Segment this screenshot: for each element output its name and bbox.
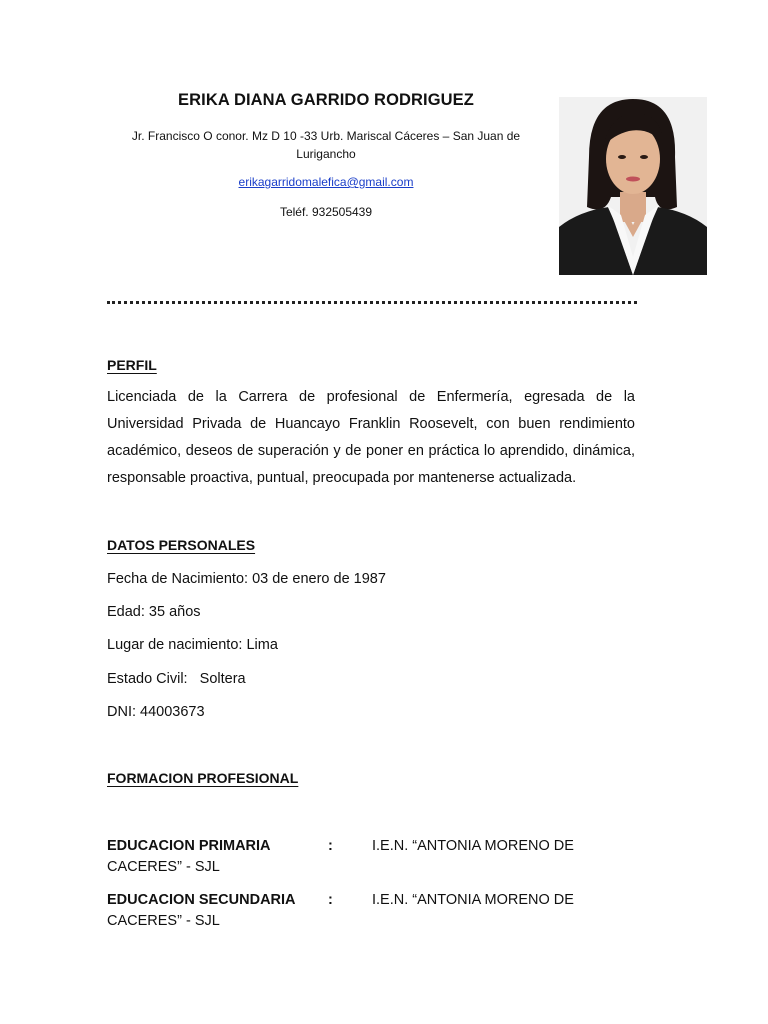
education-entry-primary — [107, 836, 637, 878]
education-school-line2: CACERES” - SJL — [107, 859, 220, 875]
education-colon: : — [328, 892, 333, 908]
education-heading: FORMACION PROFESIONAL — [107, 770, 299, 786]
education-school-line1: I.E.N. “ANTONIA MORENO DE — [372, 838, 574, 854]
profile-heading: PERFIL — [107, 357, 157, 373]
education-colon: : — [328, 838, 333, 854]
personal-data-heading: DATOS PERSONALES — [107, 537, 256, 553]
education-entry-secondary — [107, 890, 637, 932]
profile-photo — [559, 97, 707, 275]
education-level-label: EDUCACION SECUNDARIA — [107, 892, 296, 908]
email-link[interactable]: erikagarridomalefica@gmail.com — [238, 175, 414, 189]
address-text: Jr. Francisco O conor. Mz D 10 -33 Urb. Mariscal Cáceres – San Juan de Lurigancho — [131, 129, 521, 161]
candidate-name: ERIKA DIANA GARRIDO RODRIGUEZ — [178, 91, 474, 109]
education-level-label: EDUCACION PRIMARIA — [107, 838, 271, 854]
civil-status-line: Estado Civil: Soltera — [107, 671, 246, 687]
phone-text: Teléf. 932505439 — [279, 205, 373, 219]
age-line: Edad: 35 años — [107, 604, 201, 620]
profile-text: Licenciada de la Carrera de profesional de Enfermería, egresada de la Universidad Privada de Huancayo Franklin Roosevelt, con buen rendimiento académico, deseos de superación y de poner en práctica lo aprendido, dinámica, responsable proactiva, puntual, preocupada por mantenerse actualizada. — [107, 389, 635, 486]
dni-line: DNI: 44003673 — [107, 704, 205, 720]
birth-date-line: Fecha de Nacimiento: 03 de enero de 1987 — [107, 571, 386, 587]
section-divider — [107, 301, 637, 304]
birthplace-line: Lugar de nacimiento: Lima — [107, 637, 278, 653]
education-school-line2: CACERES” - SJL — [107, 913, 220, 929]
education-school-line1: I.E.N. “ANTONIA MORENO DE — [372, 892, 574, 908]
